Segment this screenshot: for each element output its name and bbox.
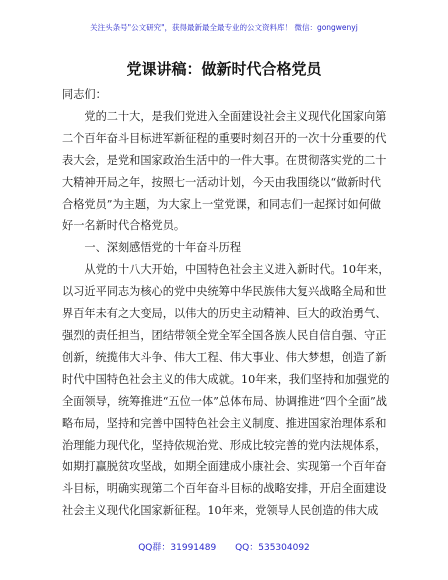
salutation: 同志们： bbox=[62, 88, 107, 101]
footer-qq: QQ：535304092 bbox=[235, 543, 310, 553]
header-note: 关注头条号"公文研究"，获得最新最全最专业的公文资料库！ 微信：gongwenyj bbox=[90, 23, 358, 32]
footer bbox=[0, 540, 448, 553]
paragraph-intro: 党的二十大，是我们党进入全面建设社会主义现代化国家向第二个百年奋斗目标进军新征程的重要时刻召开的一次十分重要的代表大会，是党和国家政治生活中的一件大事。在贯彻落实党的二十大精神开局之年，按照七一活动计划，今天由我围绕以“做新时代合格党员”为主题，为大家上一堂党课，和同志们一起探讨如何做好一名新时代合格党员。 bbox=[62, 109, 387, 233]
paragraph-section-1: 从党的十八大开始，中国特色社会主义进入新时代。10年来，以习近平同志为核心的党中央统筹中华民族伟大复兴战略全局和世界百年未有之大变局，以伟大的历史主动精神、巨大的政治勇气、强烈的责任担当，团结带领全党全军全国各族人民自信自强、守正创新，统揽伟大斗争、伟大工程、伟大事业、伟大梦想，创造了新时代中国特色社会主义的伟大成就。10年来，我们坚持和加强党的全面领导，统筹推进“五位一体”总体布局、协调推进“四个全面”战略布局，坚持和完善中国特色社会主义制度、推进国家治理体系和治理能力现代化，坚持依规治党、形成比较完善的党内法规体系，如期打赢脱贫攻坚战，如期全面建成小康社会、实现第一个百年奋斗目标，明确实现第二个百年奋斗目标的战略安排，开启全面建设社会主义现代化国家新征程。10年来，党领导人民创造的伟大成 bbox=[62, 263, 390, 518]
document-title: 党课讲稿：做新时代合格党员 bbox=[126, 60, 322, 78]
footer-qq-group: QQ群：31991489 bbox=[138, 543, 217, 553]
document-body bbox=[62, 84, 392, 522]
section-heading: 一、深刻感悟党的十年奋斗历程 bbox=[84, 241, 242, 255]
